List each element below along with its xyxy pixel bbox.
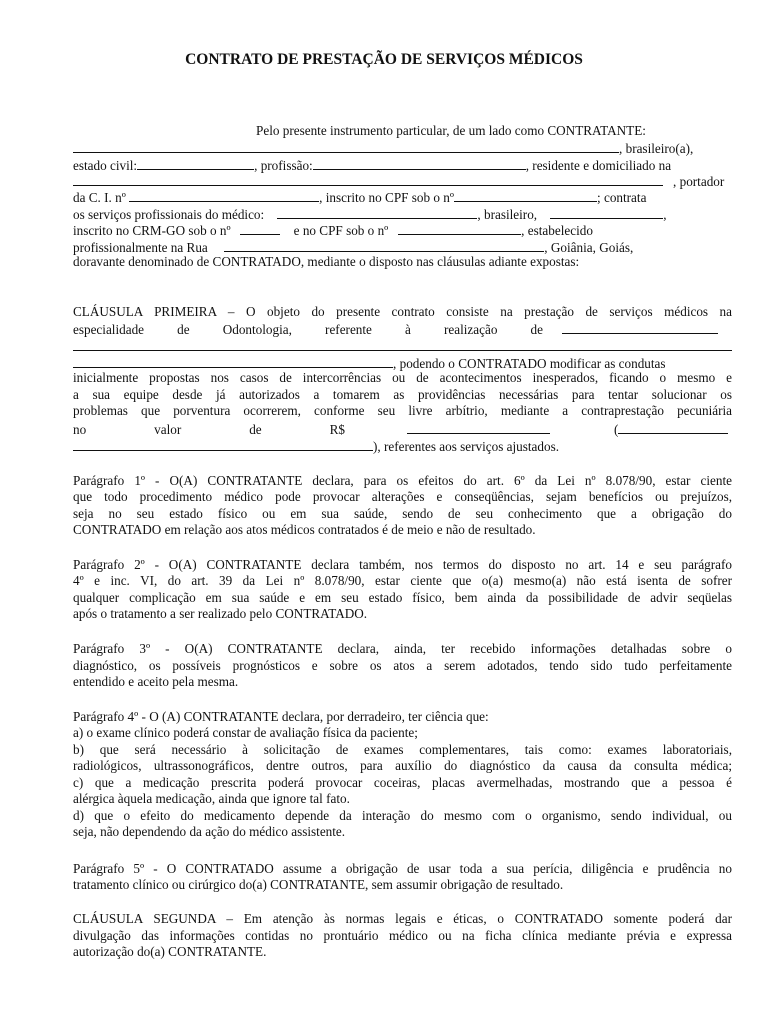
estado-civil-field[interactable] <box>137 156 254 170</box>
clause-line: CLÁUSULA PRIMEIRA – O objeto do presente contrato consiste na prestação de serviços médicos na <box>73 304 732 319</box>
clause-line: autorização do(a) CONTRATANTE. <box>73 944 267 959</box>
paragraph-line: tratamento clínico ou cirúrgico do(a) CONTRATANTE, sem assumir obrigação de resultado. <box>73 877 564 892</box>
paragraph-line: Parágrafo 1º - O(A) CONTRATANTE declara, para os efeitos do art. 6º da Lei nº 8.078/90, estar ciente <box>73 473 732 488</box>
intro-line: inscrito no CRM-GO sob o nº e no CPF sob o nº , estabelecido <box>73 223 593 238</box>
clause-line: inicialmente propostas nos casos de intercorrências ou de acontecimentos inesperados, ficando o mesmo e <box>73 370 732 385</box>
paragraph-line: seja, não dependendo da ação do médico assistente. <box>73 824 346 839</box>
cpf-medico-field[interactable] <box>398 221 521 235</box>
clause-line <box>73 337 732 355</box>
crm-field[interactable] <box>240 221 280 235</box>
intro-line: os serviços profissionais do médico: , brasileiro, , <box>73 207 667 222</box>
valor-extenso-field-cont[interactable] <box>73 437 373 451</box>
valor-extenso-field[interactable] <box>618 420 728 434</box>
paragraph-line: qualquer complicação em sua saúde e em seu estado físico, bem ainda da possibilidade de advir seqüelas <box>73 590 732 605</box>
procedimento-field[interactable] <box>562 320 718 334</box>
intro-line: profissionalmente na Rua , Goiânia, Goiás, <box>73 240 634 255</box>
paragraph-line: Parágrafo 4º - O (A) CONTRATANTE declara, por derradeiro, ter ciência que: <box>73 709 489 724</box>
ci-field[interactable] <box>129 188 319 202</box>
cpf-contratante-field[interactable] <box>454 188 597 202</box>
clause-line: especialidade de Odontologia, referente à realização de <box>73 320 732 338</box>
intro-line: , brasileiro(a), <box>73 139 732 157</box>
medico-name-field[interactable] <box>277 205 477 219</box>
paragraph-line: Parágrafo 2º - O(A) CONTRATANTE declara também, nos termos do disposto no art. 14 e seu parágrafo <box>73 557 732 572</box>
clause-line: CLÁUSULA SEGUNDA – Em atenção às normas legais e éticas, o CONTRATADO somente poderá dar <box>73 911 732 926</box>
procedimento-field-cont[interactable] <box>73 337 732 351</box>
paragraph-line: c) que a medicação prescrita poderá provocar coceiras, placas avermelhadas, mostrando que a pessoa é <box>73 775 732 790</box>
paragraph-line: d) que o efeito do medicamento depende da interação do mesmo com o organismo, sendo individual, ou <box>73 808 732 823</box>
paragraph-line: CONTRATADO em relação aos atos médicos contratados é de meio e não de resultado. <box>73 522 536 537</box>
clause-line: no valor de R$ ( <box>73 420 732 438</box>
paragraph-line: Parágrafo 3º - O(A) CONTRATANTE declara, ainda, ter recebido informações detalhadas sobre o <box>73 641 732 656</box>
paragraph-line: após o tratamento a ser realizado pelo CONTRATADO. <box>73 606 368 621</box>
paragraph-line: alérgica àquela medicação, ainda que ignore tal fato. <box>73 791 350 806</box>
medico-estado-civil-field[interactable] <box>550 205 663 219</box>
endereco-field[interactable] <box>73 172 663 186</box>
paragraph-line: a) o exame clínico poderá constar de avaliação física da paciente; <box>73 725 418 740</box>
paragraph-line: diagnóstico, os possíveis prognósticos e sobre os atos a serem adotados, tendo sido tudo perfeitamente <box>73 658 732 673</box>
procedimento-field-end[interactable] <box>73 354 393 368</box>
clause-line: ), referentes aos serviços ajustados. <box>73 437 732 455</box>
clause-line: , podendo o CONTRATADO modificar as condutas <box>73 354 732 372</box>
paragraph-line: entendido e aceito pela mesma. <box>73 674 239 689</box>
clause-line: problemas que porventura ocorrerem, conforme seu livre arbítrio, mediante a contraprestação pecuniária <box>73 403 732 418</box>
clause-line: a sua equipe desde já autorizados a tomarem as providências necessárias para tentar solucionar os <box>73 387 732 402</box>
intro-line: , portador <box>73 172 732 190</box>
paragraph-line: que todo procedimento médico pode provocar alterações e conseqüências, sejam benefícios ou prejuízos, <box>73 489 732 504</box>
intro-line: doravante denominado de CONTRATADO, mediante o disposto nas cláusulas adiante expostas: <box>73 254 580 269</box>
paragraph-line: seja no seu estado físico ou em sua saúde, sendo de seu conhecimento que a obrigação do <box>73 506 732 521</box>
intro-line: estado civil: , profissão: , residente e domiciliado na <box>73 158 672 173</box>
paragraph-line: radiológicos, ultrassonográficos, dentre outros, para auxílio do diagnóstico da causa da consulta médica; <box>73 758 732 773</box>
paragraph-line: 4º e inc. VI, do art. 39 da Lei nº 8.078/90, estar ciente que o(a) mesmo(a) não está isenta de sofrer <box>73 573 732 588</box>
paragraph-line: b) que será necessário à solicitação de exames complementares, tais como: exames laboratoriais, <box>73 742 732 757</box>
contratante-name-field[interactable] <box>73 139 619 153</box>
valor-field[interactable] <box>407 420 550 434</box>
document-title: CONTRATO DE PRESTAÇÃO DE SERVIÇOS MÉDICOS <box>185 51 583 68</box>
rua-field[interactable] <box>224 238 544 252</box>
paragraph-line: Parágrafo 5º - O CONTRATADO assume a obrigação de usar toda a sua perícia, diligência e prudência no <box>73 861 732 876</box>
intro-line: Pelo presente instrumento particular, de um lado como CONTRATANTE: <box>256 123 646 138</box>
clause-line: divulgação das informações contidas no prontuário médico ou na ficha clínica mediante prévia e expressa <box>73 928 732 943</box>
profissao-field[interactable] <box>313 156 526 170</box>
intro-line: da C. I. nº , inscrito no CPF sob o nº ; contrata <box>73 190 647 205</box>
